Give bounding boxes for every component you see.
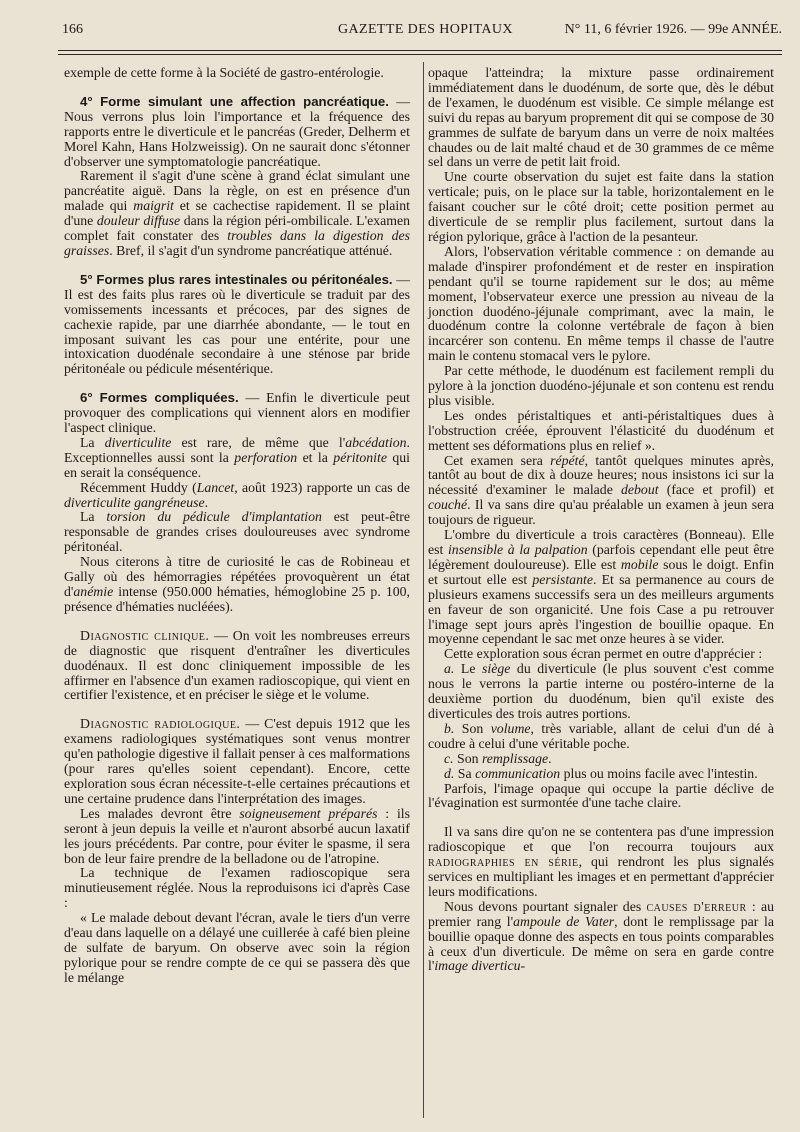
left-column	[64, 66, 410, 986]
diagnostic-radiologique: Diagnostic radiologique. — C'est depuis 1912 que les examens radiologiques systématiques sont venus montrer qu'en pathologie digestive il fallait penser à ces malformations (pour rares qu'elles soient cependant). Encore, cette exploration sous écran nécessite-t-elle certaines précautions et une certaine prudence dans l'interprétation des images.	[64, 716, 410, 806]
paragraph: Nous devons pourtant signaler des causes d'erreur : au premier rang l'ampoule de Vater, dont le remplissage par la bouillie opaque donne des aspects en tous points comparables à ceux d'un diverticule. De même on sera en garde contre l'image diverticu-	[428, 898, 774, 974]
section-heading: Diagnostic clinique.	[80, 627, 210, 643]
paragraph: Cette exploration sous écran permet en outre d'apprécier :	[444, 646, 763, 662]
header-rule-thin	[58, 54, 782, 55]
paragraph: « Le malade debout devant l'écran, avale le tiers d'un verre d'eau dans laquelle on a délayé une cuillerée à café bien pleine de sulfate de baryum. On observe avec soin la région pylorique pour se rendre compte de ce qui se passera dès que le mélange	[64, 910, 410, 985]
paragraph: Récemment Huddy (Lancet, août 1923) rapporte un cas de diverticulite gangréneuse.	[64, 479, 410, 510]
header-rule	[58, 50, 782, 51]
paragraph: Une courte observation du sujet est faite dans la station verticale; puis, on le place sur la table, horizontalement en le faisant coucher sur le côté droit; cette position permet au diverticule de se remplir plus facilement, surtout dans la région pylorique, grâce à l'action de la pesanteur.	[428, 169, 774, 244]
journal-title: GAZETTE DES HOPITAUX	[338, 22, 513, 37]
paragraph: L'ombre du diverticule a trois caractères (Bonneau). Elle est insensible à la palpation (parfois cependant elle peut être légèrement douloureuse). Elle est mobile sous le doigt. Enfin et surtout elle est persistante. Et sa permanence au cours de plusieurs examens successifs sera un des meilleurs arguments en faveur de son organicité. Une fois Case a pu retrouver l'image sept jours après l'ingestion de bouillie opaque. En moyenne cependant le sac met onze heures à se vider.	[428, 527, 775, 647]
section-heading: 6° Formes compliquées.	[80, 390, 239, 406]
page-number: 166	[62, 22, 83, 37]
list-item: b. Son volume, très variable, allant de celui d'un dé à coudre à celui d'une véritable poche.	[428, 720, 774, 751]
list-item: d. Sa communication plus ou moins facile avec l'intestin.	[444, 765, 758, 781]
paragraph: exemple de cette forme à la Société de gastro-entérologie.	[64, 65, 384, 80]
paragraph: Cet examen sera répété, tantôt quelques minutes après, tantôt au bout de dix à douze heures; nous insistons ici sur la nécessité d'examiner le malade debout (face et profil) et couché. Il va sans dire qu'au préalable un examen à jeun sera toujours de rigueur.	[428, 452, 774, 528]
column-divider	[423, 62, 424, 1118]
paragraph: Les malades devront être soigneusement préparés : ils seront à jeun depuis la veille et n'auront absorbé aucun laxatif les jours précédents. Par contre, pour éviter le spasme, il sera bon de leur faire prendre de la belladone ou de l'atropine.	[64, 805, 410, 866]
list-item: c. Son remplissage.	[444, 750, 552, 766]
section-heading: Diagnostic radiologique.	[80, 716, 241, 732]
list-item: a. Le siège du diverticule (le plus souvent c'est comme nous le verrons la partie interne ou postéro-interne de la deuxième portion du duodénum, bien qu'il existe des diverticules des trois autres portions.	[428, 661, 775, 721]
paragraph: La torsion du pédicule d'implantation est peut-être responsable de grandes crises douloureuses avec syndrome péritonéal.	[64, 509, 410, 555]
diagnostic-clinique: Diagnostic clinique. — On voit les nombreuses erreurs de diagnostic que risquent d'entraîner les diverticules duodénaux. Il est donc cliniquement impossible de les affirmer en l'absence d'un examen radioscopique, qui vient en certifier l'existence, et en préciser le siège et le volume.	[64, 627, 410, 703]
paragraph: Il va sans dire qu'on ne se contentera pas d'une impression radioscopique et que l'on recourra toujours aux radiographies en série, qui rendront les plus signalés services en multipliant les images et en permettant d'apprécier leurs modifications.	[428, 824, 774, 899]
paragraph: opaque l'atteindra; la mixture passe ordinairement immédiatement dans le duodénum, de sorte que, dès le début de l'examen, le duodénum est visible. Ce simple mélange est suivi du repas au baryum proprement dit qui se compose de 30 grammes de sulfate de baryum dans un verre de noix maltées chaudes ou de lait malté chaud et de 30 grammes de ce même sel dans un verre de petit lait froid.	[428, 65, 774, 170]
paragraph: Alors, l'observation véritable commence : on demande au malade d'inspirer profondément et de rester en inspiration pendant qu'il se tourne rapidement sur le dos; au même moment, l'observateur exerce une pression au niveau de la jonction duodéno-jéjunale comprimant, avec la main, le duodénum contre la colonne vertébrale de façon à bien incarcérer son contenu. En même temps il chasse de l'autre main le contenu stomacal vers le pylore.	[428, 243, 774, 364]
issue-info: N° 11, 6 février 1926. — 99e ANNÉE.	[564, 22, 782, 37]
paragraph: Rarement il s'agit d'une scène à grand éclat simulant une pancréatite aiguë. Dans la règle, on est en présence d'un malade qui maigrit et se cachectise rapidement. Il se plaint d'une douleur diffuse dans la région péri-ombilicale. L'examen complet fait constater des troubles dans la digestion des graisses. Bref, il s'agit d'un syndrome pancréatique atténué.	[64, 168, 410, 258]
paragraph: Les ondes péristaltiques et anti-péristaltiques dues à l'obstruction créée, éprouvent l'élasticité du duodénum et mettent ses déformations plus en relief ».	[428, 407, 774, 453]
section-6: 6° Formes compliquées. — Enfin le diverticule peut provoquer des complications qui viennent alors en modifier l'aspect clinique.	[64, 390, 410, 436]
paragraph: Parfois, l'image opaque qui occupe la partie déclive de l'évagination est surmontée d'une tache claire.	[428, 780, 774, 811]
page-header	[62, 22, 782, 44]
section-heading: 4° Forme simulant une affection pancréatique.	[80, 93, 389, 109]
paragraph: Par cette méthode, le duodénum est facilement rempli du pylore à la jonction duodéno-jéjunale et son contenu est rendu plus visible.	[428, 363, 774, 408]
section-5: 5° Formes plus rares intestinales ou péritonéales. — Il est des faits plus rares où le diverticule se traduit par des vomissements incessants et précoces, par des signes de cachexie rapide, par une diarrhée abondante, — le tout en imposant suivant les cas pour une entérite, pour une intoxication duodénale secondaire à une sténose par bride péritonéale ou pédicule mésentérique.	[64, 271, 410, 377]
section-heading: 5° Formes plus rares intestinales ou péritonéales.	[80, 271, 393, 287]
section-4: 4° Forme simulant une affection pancréatique. — Nous verrons plus loin l'importance et la fréquence des rapports entre le diverticule et le pancréas (Greder, Delherm et Morel Kahn, Hans Holzweissig). On ne saurait donc s'étonner d'observer une symptomatologie pancréatique.	[64, 93, 410, 169]
paragraph: La diverticulite est rare, de même que l'abcédation. Exceptionnelles aussi sont la perforation et la péritonite qui en serait la conséquence.	[64, 434, 410, 480]
right-column	[428, 66, 774, 974]
paragraph: La technique de l'examen radioscopique sera minutieusement réglée. Nous la reproduisons ici d'après Case :	[64, 865, 410, 911]
paragraph: Nous citerons à titre de curiosité le cas de Robineau et Gally où des hémorragies répétées provoquèrent un état d'anémie intense (950.000 hématies, hémoglobine 25 p. 100, présence d'hématies nucléées).	[64, 554, 410, 614]
